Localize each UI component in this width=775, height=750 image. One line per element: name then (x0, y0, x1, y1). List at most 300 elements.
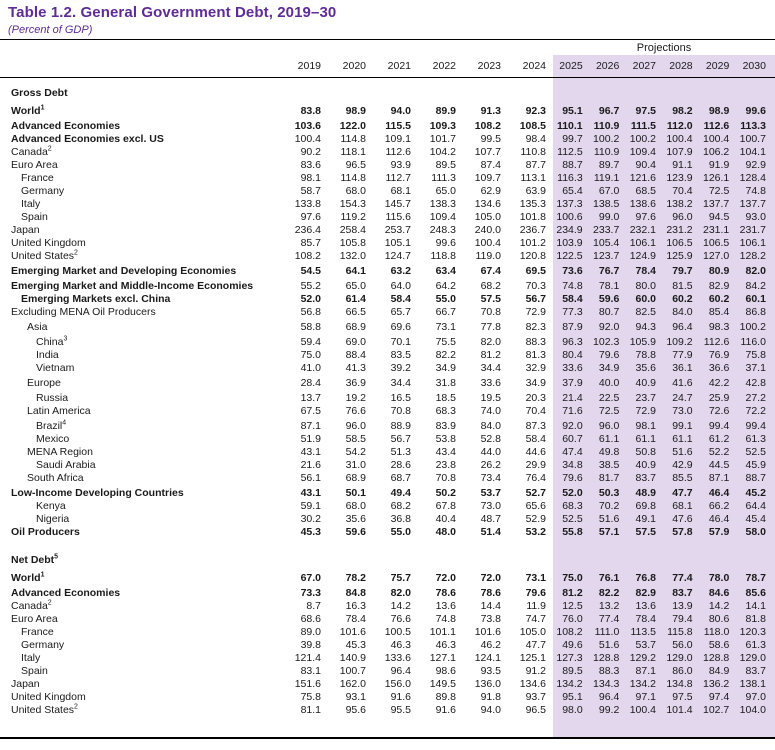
table-row (0, 572, 775, 585)
value-cell: 14.1 (745, 600, 766, 612)
value-cell: 97.1 (635, 691, 656, 703)
value-cell: 91.1 (672, 159, 693, 171)
value-cell: 58.5 (345, 433, 366, 445)
value-cell: 88.7 (745, 472, 766, 484)
value-cell: 119.1 (593, 172, 620, 184)
value-cell: 78.6 (435, 587, 456, 599)
value-cell: 13.6 (635, 600, 656, 612)
value-cell: 97.0 (745, 691, 766, 703)
value-cell: 53.2 (525, 526, 546, 538)
value-cell: 92.9 (745, 159, 766, 171)
value-cell: 71.6 (562, 405, 583, 417)
value-cell: 40.0 (598, 377, 620, 389)
value-cell: 19.2 (345, 392, 366, 404)
value-cell: 83.7 (635, 472, 656, 484)
value-cell: 51.9 (300, 433, 321, 445)
value-cell: 73.6 (562, 265, 583, 277)
value-cell: 82.9 (708, 280, 730, 292)
value-cell: 100.7 (739, 133, 766, 145)
value-cell: 48.7 (480, 513, 501, 525)
value-cell: 75.0 (562, 572, 583, 584)
row-label: World$^1$ (11, 571, 45, 584)
row-label: Spain (21, 211, 48, 223)
value-cell: 112.7 (385, 172, 411, 184)
value-cell: 137.3 (556, 198, 583, 210)
value-cell: 72.0 (480, 572, 501, 584)
value-cell: 82.0 (390, 587, 411, 599)
value-cell: 74.8 (745, 185, 766, 197)
value-cell: 57.5 (635, 526, 656, 538)
value-cell: 37.9 (562, 377, 583, 389)
value-cell: 99.2 (598, 704, 620, 716)
footnote-marker: 5 (54, 553, 59, 561)
value-cell: 77.4 (672, 572, 693, 584)
value-cell: 109.3 (429, 120, 456, 132)
value-cell: 233.7 (593, 224, 620, 236)
value-cell: 68.2 (390, 500, 411, 512)
value-cell: 100.4 (703, 133, 730, 145)
value-cell: 36.8 (390, 513, 411, 525)
value-cell: 96.0 (672, 211, 693, 223)
value-cell: 118.8 (430, 250, 456, 262)
value-cell: 59.6 (598, 293, 620, 305)
value-cell: 65.0 (435, 185, 456, 197)
value-cell: 103.6 (294, 120, 321, 132)
value-cell: 154.3 (339, 198, 366, 210)
row-label: Russia (36, 392, 69, 404)
value-cell: 13.9 (672, 600, 693, 612)
value-cell: 52.2 (708, 446, 730, 458)
value-cell: 47.6 (672, 513, 693, 525)
value-cell: 91.3 (480, 105, 501, 117)
table-title: Table 1.2. General Government Debt, 2019–30 (8, 4, 337, 21)
value-cell: 46.4 (708, 487, 730, 499)
value-cell: 47.4 (562, 446, 583, 458)
value-cell: 123.7 (593, 250, 620, 262)
value-cell: 127.1 (429, 652, 456, 664)
value-cell: 101.6 (339, 626, 366, 638)
value-cell: 92.0 (598, 321, 620, 333)
value-cell: 27.2 (745, 392, 766, 404)
value-cell: 100.4 (629, 704, 656, 716)
value-cell: 68.3 (435, 405, 456, 417)
row-label: Oil Producers (11, 526, 80, 538)
value-cell: 82.0 (745, 265, 766, 277)
value-cell: 105.1 (384, 237, 411, 249)
row-label: Euro Area (11, 613, 58, 625)
value-cell: 114.8 (340, 172, 366, 184)
value-cell: 115.5 (385, 120, 411, 132)
value-cell: 23.8 (435, 459, 456, 471)
value-cell: 59.1 (300, 500, 321, 512)
value-cell: 98.9 (708, 105, 730, 117)
value-cell: 79.4 (672, 613, 693, 625)
value-cell: 80.4 (562, 349, 583, 361)
table-row (0, 211, 775, 224)
value-cell: 240.0 (474, 224, 501, 236)
value-cell: 61.1 (635, 433, 656, 445)
row-label: Latin America (27, 405, 91, 417)
value-cell: 55.0 (390, 526, 411, 538)
value-cell: 78.6 (480, 587, 501, 599)
value-cell: 99.7 (562, 133, 583, 145)
value-cell: 110.1 (556, 120, 583, 132)
value-cell: 105.0 (519, 626, 546, 638)
value-cell: 25.9 (708, 392, 730, 404)
row-label: Low-Income Developing Countries (11, 487, 184, 499)
value-cell: 22.5 (598, 392, 620, 404)
value-cell: 89.5 (435, 159, 456, 171)
value-cell: 21.6 (300, 459, 321, 471)
value-cell: 29.9 (525, 459, 546, 471)
value-cell: 72.5 (708, 185, 730, 197)
value-cell: 46.4 (708, 513, 730, 525)
table-row (0, 336, 775, 349)
row-label: Emerging Market and Developing Economies (11, 265, 237, 277)
value-cell: 57.8 (672, 526, 693, 538)
value-cell: 87.9 (562, 321, 583, 333)
table-row (0, 280, 775, 293)
value-cell: 106.1 (739, 237, 766, 249)
value-cell: 113.3 (740, 120, 766, 132)
value-cell: 50.2 (435, 487, 456, 499)
value-cell: 89.7 (598, 159, 620, 171)
value-cell: 64.2 (435, 280, 456, 292)
table-row (0, 159, 775, 172)
value-cell: 92.3 (525, 105, 546, 117)
value-cell: 76.1 (598, 572, 620, 584)
table-row (0, 704, 775, 717)
value-cell: 45.3 (300, 526, 321, 538)
value-cell: 84.6 (708, 587, 730, 599)
value-cell: 72.9 (635, 405, 656, 417)
value-cell: 109.7 (474, 172, 501, 184)
value-cell: 61.4 (345, 293, 366, 305)
value-cell: 81.1 (300, 704, 321, 716)
value-cell: 23.7 (635, 392, 656, 404)
value-cell: 13.6 (435, 600, 456, 612)
year-header: 2025 (559, 60, 583, 72)
table-row (0, 459, 775, 472)
value-cell: 95.5 (390, 704, 411, 716)
value-cell: 18.5 (435, 392, 456, 404)
value-cell: 44.6 (525, 446, 546, 458)
value-cell: 253.7 (384, 224, 411, 236)
value-cell: 68.0 (345, 500, 366, 512)
value-cell: 56.7 (390, 433, 411, 445)
table-row (0, 678, 775, 691)
value-cell: 93.5 (480, 665, 501, 677)
table-row (0, 133, 775, 146)
value-cell: 110.9 (593, 120, 620, 132)
value-cell: 61.1 (672, 433, 693, 445)
value-cell: 137.7 (703, 198, 730, 210)
value-cell: 231.2 (666, 224, 693, 236)
table-row (0, 665, 775, 678)
value-cell: 72.0 (435, 572, 456, 584)
year-header: 2027 (632, 60, 656, 72)
value-cell: 69.5 (525, 265, 546, 277)
value-cell: 45.2 (745, 487, 766, 499)
value-cell: 70.8 (435, 472, 456, 484)
value-cell: 231.7 (739, 224, 766, 236)
value-cell: 87.4 (480, 159, 501, 171)
table-row (0, 293, 775, 306)
row-label: Europe (27, 377, 61, 389)
value-cell: 67.0 (598, 185, 620, 197)
table-row (0, 613, 775, 626)
value-cell: 129.2 (629, 652, 656, 664)
value-cell: 236.7 (519, 224, 546, 236)
value-cell: 43.1 (300, 487, 321, 499)
value-cell: 57.1 (598, 526, 620, 538)
value-cell: 101.6 (474, 626, 501, 638)
table-row (0, 146, 775, 159)
value-cell: 84.9 (708, 665, 730, 677)
value-cell: 85.4 (708, 306, 730, 318)
value-cell: 111.3 (431, 172, 456, 184)
value-cell: 88.4 (345, 349, 366, 361)
value-cell: 106.1 (629, 237, 656, 249)
value-cell: 63.9 (525, 185, 546, 197)
value-cell: 86.8 (745, 306, 766, 318)
footnote-marker: 2 (74, 703, 78, 711)
value-cell: 75.8 (745, 349, 766, 361)
value-cell: 72.5 (598, 405, 620, 417)
year-header: 2019 (297, 60, 321, 72)
value-cell: 116.3 (557, 172, 583, 184)
value-cell: 129.0 (666, 652, 693, 664)
value-cell: 72.9 (525, 306, 546, 318)
value-cell: 128.8 (593, 652, 620, 664)
value-cell: 70.8 (390, 405, 411, 417)
value-cell: 39.8 (300, 639, 321, 651)
value-cell: 89.5 (562, 665, 583, 677)
footnote-marker: 1 (40, 104, 45, 112)
value-cell: 232.1 (629, 224, 656, 236)
value-cell: 38.5 (598, 459, 620, 471)
table-row (0, 526, 775, 539)
value-cell: 36.1 (672, 362, 693, 374)
value-cell: 82.0 (480, 336, 501, 348)
value-cell: 88.7 (562, 159, 583, 171)
value-cell: 76.6 (345, 405, 366, 417)
value-cell: 124.1 (474, 652, 501, 664)
year-header: 2030 (742, 60, 766, 72)
value-cell: 83.5 (390, 349, 411, 361)
value-cell: 8.7 (306, 600, 321, 612)
value-cell: 69.0 (345, 336, 366, 348)
row-label: Brazil$^4$ (36, 419, 67, 432)
table-row (0, 472, 775, 485)
value-cell: 41.6 (672, 377, 693, 389)
value-cell: 80.6 (708, 613, 730, 625)
value-cell: 34.9 (435, 362, 456, 374)
value-cell: 94.3 (635, 321, 656, 333)
value-cell: 31.0 (345, 459, 366, 471)
value-cell: 87.7 (525, 159, 546, 171)
value-cell: 34.4 (390, 377, 411, 389)
value-cell: 126.1 (703, 172, 730, 184)
row-label: United States$^2$ (11, 703, 78, 716)
table-row (0, 487, 775, 500)
value-cell: 119.0 (475, 250, 501, 262)
value-cell: 114.8 (340, 133, 366, 145)
value-cell: 87.1 (708, 472, 730, 484)
row-label: World$^1$ (11, 104, 45, 117)
value-cell: 136.2 (703, 678, 730, 690)
value-cell: 70.2 (598, 500, 620, 512)
table-row (0, 639, 775, 652)
value-cell: 76.4 (525, 472, 546, 484)
value-cell: 88.3 (525, 336, 546, 348)
value-cell: 128.4 (739, 172, 766, 184)
row-label: Japan (11, 678, 40, 690)
year-header: 2026 (595, 60, 620, 72)
value-cell: 41.3 (345, 362, 366, 374)
value-cell: 60.2 (672, 293, 693, 305)
table-row (0, 500, 775, 513)
value-cell: 28.6 (390, 459, 411, 471)
value-cell: 14.4 (480, 600, 501, 612)
value-cell: 48.9 (635, 487, 656, 499)
value-cell: 108.2 (556, 626, 583, 638)
value-cell: 93.1 (345, 691, 366, 703)
value-cell: 78.0 (708, 572, 730, 584)
value-cell: 52.5 (562, 513, 583, 525)
value-cell: 82.2 (598, 587, 620, 599)
top-divider (0, 39, 775, 40)
value-cell: 99.4 (708, 420, 730, 432)
value-cell: 68.3 (562, 500, 583, 512)
value-cell: 74.8 (562, 280, 583, 292)
value-cell: 112.5 (557, 146, 583, 158)
footnote-marker: 2 (47, 599, 52, 607)
value-cell: 83.1 (300, 665, 321, 677)
value-cell: 121.4 (294, 652, 321, 664)
value-cell: 96.5 (345, 159, 366, 171)
value-cell: 122.0 (339, 120, 366, 132)
value-cell: 73.3 (300, 587, 321, 599)
value-cell: 79.6 (562, 472, 583, 484)
value-cell: 54.2 (345, 446, 366, 458)
table-row (0, 446, 775, 459)
row-label: Germany (21, 639, 65, 651)
value-cell: 127.0 (703, 250, 730, 262)
value-cell: 98.4 (525, 133, 546, 145)
value-cell: 64.1 (345, 265, 366, 277)
value-cell: 58.0 (745, 526, 766, 538)
row-label: Spain (21, 665, 48, 677)
value-cell: 76.6 (390, 613, 411, 625)
value-cell: 78.4 (635, 265, 656, 277)
value-cell: 231.1 (703, 224, 730, 236)
value-cell: 61.2 (708, 433, 730, 445)
value-cell: 125.9 (666, 250, 693, 262)
value-cell: 66.5 (345, 306, 366, 318)
value-cell: 78.4 (345, 613, 366, 625)
value-cell: 30.2 (300, 513, 321, 525)
row-label: Mexico (36, 433, 70, 445)
value-cell: 57.9 (708, 526, 730, 538)
value-cell: 101.8 (519, 211, 546, 223)
row-label: South Africa (27, 472, 84, 484)
value-cell: 106.2 (703, 146, 730, 158)
value-cell: 52.5 (745, 446, 766, 458)
value-cell: 75.8 (300, 691, 321, 703)
value-cell: 42.8 (745, 377, 766, 389)
value-cell: 90.4 (635, 159, 656, 171)
value-cell: 62.9 (480, 185, 501, 197)
value-cell: 82.3 (525, 321, 546, 333)
value-cell: 88.3 (598, 665, 620, 677)
value-cell: 58.4 (390, 293, 411, 305)
value-cell: 128.8 (703, 652, 730, 664)
footnote-marker: 4 (62, 419, 67, 427)
value-cell: 135.3 (519, 198, 546, 210)
table-row (0, 626, 775, 639)
value-cell: 60.2 (708, 293, 730, 305)
value-cell: 81.8 (745, 613, 766, 625)
value-cell: 138.6 (629, 198, 656, 210)
value-cell: 100.6 (556, 211, 583, 223)
table-row (0, 405, 775, 418)
value-cell: 40.4 (435, 513, 456, 525)
value-cell: 68.0 (345, 185, 366, 197)
value-cell: 65.4 (562, 185, 583, 197)
value-cell: 133.6 (384, 652, 411, 664)
value-cell: 16.5 (390, 392, 411, 404)
value-cell: 96.3 (562, 336, 583, 348)
value-cell: 60.7 (562, 433, 583, 445)
value-cell: 248.3 (429, 224, 456, 236)
value-cell: 51.6 (598, 639, 620, 651)
value-cell: 100.2 (593, 133, 620, 145)
value-cell: 58.8 (300, 321, 321, 333)
value-cell: 106.5 (666, 237, 693, 249)
value-cell: 151.6 (294, 678, 321, 690)
value-cell: 96.4 (390, 665, 411, 677)
value-cell: 28.4 (300, 377, 321, 389)
value-cell: 82.9 (635, 587, 656, 599)
row-label: Advanced Economies excl. US (11, 133, 164, 145)
value-cell: 77.8 (480, 321, 501, 333)
value-cell: 87.1 (300, 420, 321, 432)
value-cell: 63.2 (390, 265, 411, 277)
value-cell: 68.2 (480, 280, 501, 292)
value-cell: 54.5 (300, 265, 321, 277)
value-cell: 134.6 (474, 198, 501, 210)
value-cell: 111.5 (630, 120, 656, 132)
table-row (0, 420, 775, 433)
header-divider (0, 77, 775, 78)
value-cell: 53.7 (635, 639, 656, 651)
value-cell: 48.0 (435, 526, 456, 538)
value-cell: 75.0 (300, 349, 321, 361)
value-cell: 112.6 (385, 146, 411, 158)
value-cell: 36.9 (345, 377, 366, 389)
value-cell: 93.9 (390, 159, 411, 171)
value-cell: 41.0 (300, 362, 321, 374)
year-header: 2024 (522, 60, 546, 72)
value-cell: 83.7 (745, 665, 766, 677)
row-label: Germany (21, 185, 65, 197)
value-cell: 83.8 (300, 105, 321, 117)
value-cell: 258.4 (339, 224, 366, 236)
row-label: China$^3$ (36, 335, 68, 348)
value-cell: 91.8 (480, 691, 501, 703)
value-cell: 109.4 (629, 146, 656, 158)
